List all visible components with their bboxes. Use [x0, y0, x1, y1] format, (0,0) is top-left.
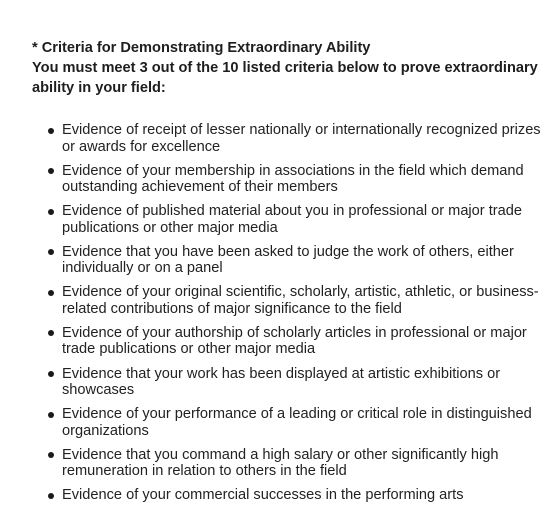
list-item	[32, 203, 542, 236]
heading-instruction: You must meet 3 out of the 10 listed criteria below to prove extraordinary ability in your field:	[32, 60, 538, 96]
bullet-icon	[48, 249, 54, 255]
list-item	[32, 366, 542, 399]
criterion-text: Evidence of your authorship of scholarly articles in professional or major trade publications or other major media	[62, 324, 527, 358]
bullet-icon	[48, 330, 54, 336]
bullet-icon	[48, 290, 54, 296]
list-item	[32, 447, 542, 480]
list-item	[32, 406, 542, 439]
criterion-text: Evidence that you have been asked to judge the work of others, either individually or on a panel	[62, 243, 514, 277]
document-body	[32, 38, 542, 504]
list-item	[32, 163, 542, 196]
bullet-icon	[48, 209, 54, 215]
bullet-icon	[48, 452, 54, 458]
bullet-icon	[48, 371, 54, 377]
bullet-icon	[48, 412, 54, 418]
list-item	[32, 325, 542, 358]
criterion-text: Evidence of published material about you in professional or major trade publications or other major media	[62, 203, 522, 236]
criterion-text: Evidence of your performance of a leading or critical role in distinguished organizations	[62, 406, 532, 439]
criterion-text: Evidence of your commercial successes in the performing arts	[62, 487, 464, 504]
bullet-icon	[48, 493, 54, 499]
list-item	[32, 122, 542, 155]
list-item	[32, 284, 542, 317]
bullet-icon	[48, 168, 54, 174]
heading-title: * Criteria for Demonstrating Extraordinary Ability	[32, 40, 371, 56]
criteria-heading	[32, 38, 542, 98]
criterion-text: Evidence of your membership in associations in the field which demand outstanding achievement of their members	[62, 162, 524, 196]
criteria-list	[32, 122, 542, 511]
criterion-text: Evidence that your work has been displayed at artistic exhibitions or showcases	[62, 365, 501, 399]
criterion-text: Evidence of your original scientific, scholarly, artistic, athletic, or business-related contributions of major significance to the field	[62, 284, 539, 317]
criterion-text: Evidence that you command a high salary or other significantly high remuneration in relation to others in the field	[62, 446, 499, 480]
criterion-text: Evidence of receipt of lesser nationally or internationally recognized prizes or awards for excellence	[62, 122, 541, 155]
list-item	[32, 487, 542, 504]
bullet-icon	[48, 128, 54, 134]
list-item	[32, 244, 542, 277]
